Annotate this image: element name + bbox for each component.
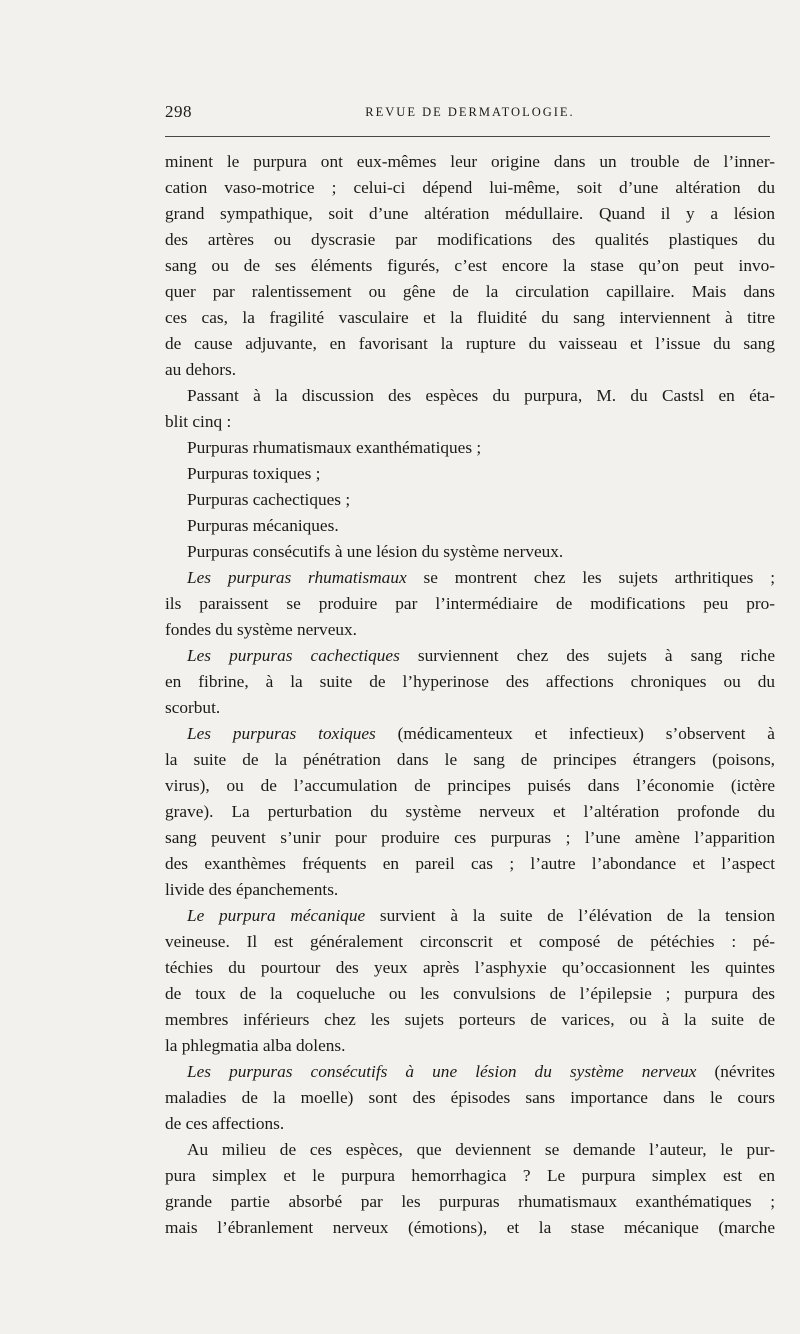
list-item: Purpuras cachectiques ;: [187, 490, 351, 509]
text-line: grave). La perturbation du système nerveux et l’altération profonde du: [165, 802, 775, 821]
list-item: Purpuras consécutifs à une lésion du système nerveux.: [187, 542, 564, 561]
text-line: blit cinq :: [165, 412, 232, 431]
text-line: sang peuvent s’unir pour produire ces purpuras ; l’une amène l’apparition: [165, 828, 775, 847]
body-text: [165, 149, 775, 1241]
text-line: mais l’ébranlement nerveux (émotions), et la stase mécanique (marche: [165, 1218, 775, 1237]
text-line: de cause adjuvante, en favorisant la rupture du vaisseau et l’issue du sang: [165, 334, 775, 353]
text-line: de ces affections.: [165, 1114, 285, 1133]
text-line: Au milieu de ces espèces, que deviennent se demande l’auteur, le pur-: [187, 1140, 775, 1159]
running-head: [165, 102, 775, 128]
text-line: quer par ralentissement ou gêne de la circulation capillaire. Mais dans: [165, 282, 775, 301]
list-item: Purpuras mécaniques.: [187, 516, 339, 535]
text-line: livide des épanchements.: [165, 880, 339, 899]
text-line: Les purpuras toxiques (médicamenteux et infectieux) s’observent à: [187, 724, 775, 743]
list-item: Purpuras toxiques ;: [187, 464, 321, 483]
text-line: en fibrine, à la suite de l’hyperinose des affections chroniques ou du: [165, 672, 775, 691]
text-line: ces cas, la fragilité vasculaire et la fluidité du sang interviennent à titre: [165, 308, 775, 327]
text-line: minent le purpura ont eux-mêmes leur origine dans un trouble de l’inner-: [165, 152, 775, 171]
text-line: maladies de la moelle) sont des épisodes sans importance dans le cours: [165, 1088, 775, 1107]
text-line: Passant à la discussion des espèces du purpura, M. du Castsl en éta-: [187, 386, 775, 405]
text-line: scorbut.: [165, 698, 221, 717]
text-line: sang ou de ses éléments figurés, c’est encore la stase qu’on peut invo-: [165, 256, 775, 275]
page-number: 298: [165, 102, 192, 121]
list-item: Purpuras rhumatismaux exanthématiques ;: [187, 438, 482, 457]
text-line: la suite de la pénétration dans le sang de principes étrangers (poisons,: [165, 750, 775, 769]
text-line: ils paraissent se produire par l’intermédiaire de modifications peu pro-: [165, 594, 775, 613]
text-line: au dehors.: [165, 360, 237, 379]
text-line: virus), ou de l’accumulation de principes puisés dans l’économie (ictère: [165, 776, 775, 795]
text-line: Les purpuras cachectiques surviennent chez des sujets à sang riche: [187, 646, 775, 665]
text-line: membres inférieurs chez les sujets porteurs de varices, ou à la suite de: [165, 1010, 775, 1029]
text-line: cation vaso-motrice ; celui-ci dépend lui-même, soit d’une altération du: [165, 178, 775, 197]
text-line: Les purpuras rhumatismaux se montrent chez les sujets arthritiques ;: [187, 568, 775, 587]
text-line: fondes du système nerveux.: [165, 620, 357, 639]
journal-title: REVUE DE DERMATOLOGIE.: [365, 105, 575, 119]
text-line: veineuse. Il est généralement circonscrit et composé de pétéchies : pé-: [165, 932, 775, 951]
text-line: grand sympathique, soit d’une altération médullaire. Quand il y a lésion: [165, 204, 775, 223]
text-line: téchies du pourtour des yeux après l’asphyxie qu’occasionnent les quintes: [165, 958, 775, 977]
text-line: de toux de la coqueluche ou les convulsions de l’épilepsie ; purpura des: [165, 984, 775, 1003]
header-rule: [165, 136, 770, 137]
text-line: grande partie absorbé par les purpuras rhumatismaux exanthématiques ;: [165, 1192, 775, 1211]
text-line: pura simplex et le purpura hemorrhagica ? Le purpura simplex est en: [165, 1166, 775, 1185]
text-line: la phlegmatia alba dolens.: [165, 1036, 346, 1055]
text-line: Les purpuras consécutifs à une lésion du système nerveux (névrites: [187, 1062, 775, 1081]
text-line: des artères ou dyscrasie par modifications des qualités plastiques du: [165, 230, 775, 249]
text-line: des exanthèmes fréquents en pareil cas ; l’autre l’abondance et l’aspect: [165, 854, 775, 873]
text-line: Le purpura mécanique survient à la suite de l’élévation de la tension: [187, 906, 775, 925]
